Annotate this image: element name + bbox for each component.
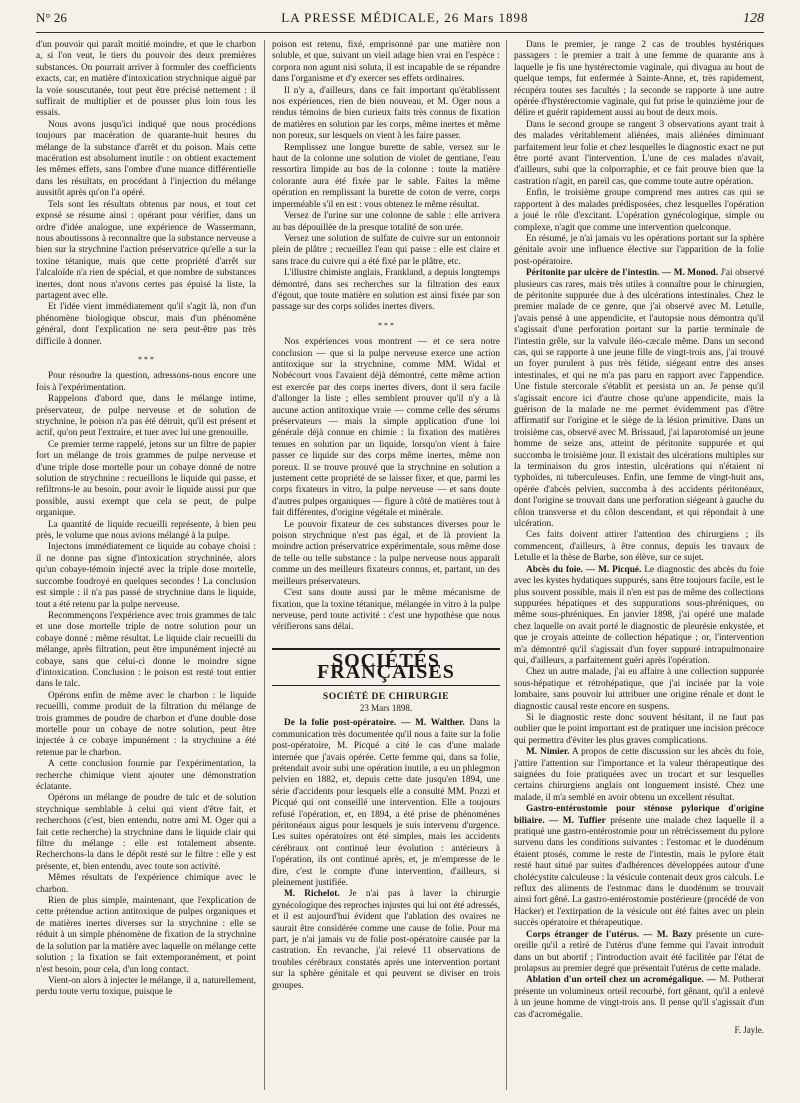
paragraph: Versez une solution de sulfate de cuivre sur un entonnoir plein de plâtre ; recueillez l'eau qui passe : elle est claire et sans trace du cuivre qui a été fixé par le plâtre, etc. xyxy=(272,233,500,267)
column-3 xyxy=(514,40,764,1098)
paragraph: Rien de plus simple, maintenant, que l'explication de cette prétendue action antitoxique de pulpes organiques et de matières inertes diverses sur la strychnine : elle se réduit à un simple phénomène de fixation de la strychnine de la solution par la matière avec laquelle on mélange cette solution ; la fixation se fait extemporanément, et point n'est besoin, pour cela, d'un long contact. xyxy=(36,896,256,975)
section-separator: * * * xyxy=(378,320,394,330)
paragraph: A propos de cette discussion sur les abcès du foie, j'attire l'attention sur l'importance et la valeur thérapeutique des saignées du foie pratiquées avec un trocart et sur lesquelles certains chirurgiens anglais ont longuement insisté. Chez une malade, il m'a semblé en avoir obtenu un excellent résultat. xyxy=(514,747,764,803)
article-heading: Gastro-entérostomie pour sténose pylorique d'origine biliaire. — M. Tuffier xyxy=(514,804,764,826)
paragraph: Opérons un mélange de poudre de talc et de solution strychnique semblable à celui qui vient d'être fait, et recherchons (c'est, bien entendu, notre ami M. Oger qui a fait cette recherche) la strychnine dans le liquide clair qui filtre du mélange : elle est totalement absente. Recherchons-la dans le dépôt resté sur le filtre : elle y est présente, et, bien entendu, avec toute son activité. xyxy=(36,793,256,872)
paragraph: La quantité de liquide recueilli représente, à bien peu près, le volume que nous avions mélangé à la pulpe. xyxy=(36,519,256,542)
paragraph: Ce premier terme rappelé, jetons sur un filtre de papier fort un mélange de trois grammes de pulpe nerveuse et d'une triple dose mortelle pour un cobaye donné de notre solution de strychnine : recueillons le liquide qui passe, et refiltrons-le au besoin, pour avoir le liquide aussi pur que possible, aussi exempt que cela se peut, de pulpe organique. xyxy=(36,439,256,519)
paragraph: poison est retenu, fixé, emprisonné par une matière non soluble, et que, suivant un vieil adage bien vrai en l'espèce : corpora non agunt nisi soluta, il est incapable de se répandre dans l'organisme et d'y exercer ses effets ordinaires. xyxy=(272,40,500,85)
section-separator: * * * xyxy=(138,354,154,364)
issue-number: N° 26 xyxy=(36,10,67,25)
column-1 xyxy=(36,40,256,1098)
paragraph: présente un cure-oreille qu'il a retiré de l'utérus d'une femme qui l'avait introduit dans un but abortif ; l'introduction avait été facilitée par l'état de prolapsus au premier degré que présentait l'utérus de cette malade. xyxy=(514,929,764,974)
paragraph: Chez un autre malade, j'ai eu affaire à une collection suppurée sous-hépatique et rétrohépatique, que j'ai incisée par la voie lombaire, sans pouvoir lui attribuer une origine rénale et dont le diagnostic causal reste encore en suspens. xyxy=(514,667,764,712)
paragraph: Versez de l'urine sur une colonne de sable : elle arrivera au bas dépouillée de la presque totalité de son urée. xyxy=(272,211,500,233)
paragraph: Recommençons l'expérience avec trois grammes de talc et une dose mortelle triple de notre solution pour un cobaye donné : même résultat. Le liquide clair recueilli du mélange, après filtration, peut être impunément injecté au cobaye, sans que celui-ci donne le moindre signe d'intoxication. Conclusion : le poison est resté tout entier dans le talc. xyxy=(36,610,256,690)
session-date: 23 Mars 1898. xyxy=(359,702,413,713)
paragraph: C'est sans doute aussi par le même mécanisme de fixation, que la toxine tétanique, mélangée in vitro à la pulpe nerveuse, perd toute activité : c'est une hypothèse que nous vérifierons sans délai. xyxy=(272,588,500,633)
paragraph: Nous avons jusqu'ici indiqué que nous procédions toujours par macération de quarante-huit heures du mélange de la substance d'arrêt et du poison. Mais cette macération est absolument inutile : on obtient exactement les mêmes effets, sans l'ombre d'une nuance différentielle dans les résultats, en procédant à l'injection du mélange aussitôt après qu'on l'a opéré. xyxy=(36,119,256,199)
paragraph: J'ai observé plusieurs cas rares, mais très utiles à connaître pour le chirurgien, de péritonite suppurée due à des ulcérations intestinales. Chez le premier malade de ce genre, que j'ai observé avec M. Letulle, j'avais pensé à une appendicite, et l'autopsie nous démontra qu'il s'agissait d'une perforation portant sur la partie terminale de l'intestin grêle, sur la valvule iléo-cæcale même. Dans un second cas, qui se rapporte à une jeune fille de vingt-trois ans, j'ai trouvé un foyer purulent à pus très fétide, siégeant entre des anses intestinales, et qui ne m'a pas paru en rapport avec l'appendice. Une fistule stercorale s'établit et persista un an. Je pense qu'il s'agissait encore ici d'autre chose qu'une appendicite, mais la guérison de la malade ne me permet évidemment pas d'être affirmatif sur l'origine et le siège de la lésion primitive. Dans un troisième cas, observé avec M. Brissaud, j'ai laparotomisé un jeune homme de seize ans, atteint de péritonite suppurée et qui succomba le troisième jour. Il existait des ulcérations multiples sur la terminaison du gros intestin, ulcérations qui n'étaient ni typhoïdes, ni tuberculeuses. Enfin, une femme de vingt-huit ans, opérée d'abcès pelvien, succomba à des accidents péritonéaux, dont l'origine se trouvait dans une perforation siégeant à gauche du côlon transverse et du côlon descendant, et qui répondait à une ulcération. xyxy=(514,268,764,530)
article-heading: De la folie post-opératoire. — M. Walther. xyxy=(284,718,465,729)
paragraph: Le diagnostic des abcès du foie avec les kystes hydatiques suppurés, sans être toujours facile, est le plus souvent possible, mais il n'en est pas de même des collections suppurées hépatiques et des suppurations sous-phréniques, ou même sous-phréniques. En janvier 1898, j'ai opéré une malade chez laquelle on avait porté le diagnostic de pleurésie enkystée, et que je croyais atteinte de collection hépatique ; or, l'intervention m'a démontré qu'il s'agissait d'un foyer suppuré intrapulmonaire qui, d'ailleurs, a parfaitement guéri après l'opération. xyxy=(514,564,764,666)
paragraph: Rappelons d'abord que, dans le mélange intime, préservateur, de pulpe nerveuse et de solution de strychnine, le poison n'a pas été détruit, qu'il est présent et actif, qu'on peut l'extraire, et tuer avec lui une grenouille. xyxy=(36,394,256,439)
paragraph: Si le diagnostic reste donc souvent hésitant, il ne faut pas oublier que le point important est de pratiquer une incision précoce qui permettra d'éviter les plus graves complications. xyxy=(514,712,764,746)
article-heading: Péritonite par ulcère de l'intestin. — M. Monod. xyxy=(526,268,719,279)
page-number: 128 xyxy=(742,11,764,26)
paragraph: En résumé, je n'ai jamais vu les opérations portant sur la sphère génitale avoir une influence élective sur l'apparition de la folie post-opératoire. xyxy=(514,233,764,267)
speaker-name: M. Richelot. xyxy=(284,889,340,900)
paragraph: d'un pouvoir qui paraît moitié moindre, et que le charbon a, si l'on veut, le tiers du pouvoir des deux premières substances. On pourrait arriver à formuler des coefficients exacts, car, en matière d'intoxication strychnique aiguë par la voie souscutanée, tout peut être précisé nettement : il suffirait de multiplier et de pousser plus loin tous les essais. xyxy=(36,40,256,119)
paragraph: Opérons enfin de même avec le charbon : le liquide recueilli, comme produit de la filtration du mélange de trois grammes de poudre de charbon et d'une double dose mortelle pour un cobaye de notre solution, peut être injectée à ce cobaye impunément : la strychnine a été retenue par le charbon. xyxy=(36,690,256,758)
paragraph: Il n'y a, d'ailleurs, dans ce fait important qu'établissent nos expériences, rien de bien nouveau, et M. Oger nous a rendus témoins de bien curieux faits très connus de fixation de matières en solution par les corps, même inertes et même non poreux, sur lesquels on vient à les faire passer. xyxy=(272,85,500,142)
paragraph: Ces faits doivent attirer l'attention des chirurgiens ; ils commencent, d'ailleurs, à être connus, depuis les travaux de Letulle et la thèse de Barbe, son élève, sur ce sujet. xyxy=(514,530,764,564)
paragraph: Dans le second groupe se rangent 3 observations ayant trait à des malades véritablement aliénées, mais aliénées diminuant parfaitement leur folie et chez lesquelles le diagnostic exact ne put être porté avant l'intervention. L'une de ces malades n'avait, d'ailleurs, subi que la colporraphie, et ce fait prouve bien que la castration n'agit, en pareil cas, que comme toute autre opération. xyxy=(514,119,764,187)
paragraph: Et l'idée vient immédiatement qu'il s'agit là, non d'un phénomène biologique obscur, mais d'un phénomène général, dont l'explication ne sera peut-être pas très difficile à donner. xyxy=(36,302,256,347)
section-heading: SOCIÉTÉS FRANÇAISES xyxy=(272,648,500,686)
paragraph: Injectons immédiatement ce liquide au cobaye choisi : il ne donne pas signe d'intoxication strychninée, alors qu'un cobaye-témoin injecté avec la triple dose mortelle, succombe foudroyé en quelques secondes ! La conclusion est simple : il n'a pas passé de strychnine dans le liquide, tout a été retenu par la pulpe nerveuse. xyxy=(36,542,256,610)
column-2 xyxy=(272,40,500,1098)
paragraph: Vient-on alors à injecter le mélange, il a, naturellement, perdu toute vertu toxique, puisque le xyxy=(36,975,256,998)
paragraph: A cette conclusion fournie par l'expérimentation, la recherche chimique vient ajouter une démonstration éclatante. xyxy=(36,759,256,792)
page-header xyxy=(36,10,764,33)
paragraph: Dans la communication très documentée qu'il nous a faite sur la folie post-opératoire, M. Picqué a cité le cas d'une malade internée que j'avais opérée. Cette femme qui, dans sa folie, prétendait avoir subi une opération inutile, a eu un phlegmon pelvien en 1882, et, depuis cette date jusqu'en 1894, une série d'accidents pour lesquels elle a consulté MM. Pozzi et Picqué qui ont conseillé une intervention. Elle a toujours refusé l'opération, et, en 1894, a été prise de phénomènes péritonéaux aigus pour lesquels je suis intervenu d'urgence. Les suites opératoires ont été simples, mais les accidents cérébraux ont continué leur évolution : antérieurs à l'opération, ils ont continué après, et, je m'empresse de le dire, c'est le compte d'une intervention, d'ailleurs, si pleinement justifiée. xyxy=(272,718,500,889)
paragraph: Dans le premier, je range 2 cas de troubles hystériques passagers : le premier a trait à une femme de quarante ans à laquelle je fis une hystérectomie vaginale, qui divagua au bout de quelque temps, fut enfermée à Sainte-Anne, et, très rapidement, récupéra toutes ses facultés ; la seconde se rapporte à une autre opérée d'hystérectomie vaginale, qui fut prise le quinzième jour de délire et guérit rapidement aussi au bout de deux mois. xyxy=(514,40,764,119)
paragraph: Nos expériences vous montrent — et ce sera notre conclusion — que si la pulpe nerveuse exerce une action antitoxique sur la strychnine, comme MM. Widal et Nobécourt vous l'avaient déjà démontré, cette même action est exercée par des corps inertes divers, dont il sera facile d'allonger la liste ; elles semblent prouver qu'il n'y a là aucune action antitoxique vraie — comme celle des sérums préservateurs — mais la simple application d'une loi générale déjà connue en chimie : la fixation des matières tenues en solution par un liquide, lorsqu'on vient à faire passer ce liquide sur des corps même inertes, même non poreux. Il se trouve prouvé que la strychnine en solution a justement cette propriété de se laisser fixer, et que, parmi les corps fixateurs in vitro, la pulpe nerveuse — et sans doute d'autres pulpes organiques — figure à côté de matières tout à fait différentes, d'origine végétale et minérale. xyxy=(272,337,500,519)
journal-title: LA PRESSE MÉDICALE, 26 Mars 1898 xyxy=(281,10,529,25)
column-divider xyxy=(264,40,265,1090)
paragraph: Le pouvoir fixateur de ces substances diverses pour le poison strychnique n'est pas égal, et de là provient la moindre action préservatrice expérimentale, sous même dose de telle ou telle substance : la pulpe nerveuse nous apparaît comme un des meilleurs fixateurs connus, et, partant, un des meilleurs préservateurs. xyxy=(272,519,500,587)
paragraph: Je n'ai pas à laver la chirurgie gynécologique des reproches injustes qui lui ont été adressés, et il est aujourd'hui évident que l'ablation des ovaires ne saurait être considérée comme une cause de folie. Pour ma part, je n'ai jamais vu de folie post-opératoire causée par la castration. En revanche, j'ai relevé 11 observations de troubles cérébraux constatés après une intervention portant sur la sphère génitale et qui peuvent se diviser en trois groupes. xyxy=(272,889,500,991)
paragraph: L'illustre chimiste anglais, Frankland, a depuis longtemps démontré, dans ses recherches sur la filtration des eaux d'égout, que toute matière en solution est ainsi fixée par son passage sur des corps solides inertes divers. xyxy=(272,268,500,313)
paragraph: M. Potherat présente un volumineux orteil recourbé, fort gênant, qu'il a enlevé à un jeune homme de vingt-trois ans. Il pense qu'il s'agissait d'un cas d'acromégalie. xyxy=(514,975,764,1020)
article-heading: Corps étranger de l'utérus. — M. Bazy xyxy=(526,929,692,940)
paragraph: présente une malade chez laquelle il a pratiqué une gastro-entérostomie pour un rétrécissement du pylore survenu dans les conditions suivantes : l'estomac et le duodénum étaient ptosés, comme le reste de l'intestin, mais le pylore était resté haut situé par suites d'adhérences développées autour d'une cholécystite calculeuse : la vésicule contenait deux gros calculs. Le reflux des aliments de l'estomac dans le duodénum se trouvait ainsi fort gêné. La gastro-entérostomie postérieure (procédé de von Hacker) et l'extirpation de la vésicule ont été faites avec un plein succès opératoire et thérapeutique. xyxy=(514,815,764,929)
article-heading: Ablation d'un orteil chez un acromégalique. — xyxy=(526,975,717,986)
paragraph: Pour résoudre la question, adressons-nous encore une fois à l'expérimentation. xyxy=(36,371,256,393)
author-signature: F. Jayle. xyxy=(734,1024,764,1035)
society-heading: SOCIÉTÉ DE CHIRURGIE xyxy=(322,691,450,702)
paragraph: Tels sont les résultats obtenus par nous, et tout cet exposé se résume ainsi : opérant pour vérifier, dans un ordre d'idée analogue, une expérience de Wassermann, nous aboutissons à reconnaître que la substance nerveuse a bien sur la strychnine l'action préservatrice qu'elle a sur la toxine tétanique, mais que cette propriété d'arrêt sur l'alcaloïde n'a rien de spécial, et que nombre de substances inertes, dont nous n'avons certes pas épuisé la liste, la partagent avec elle. xyxy=(36,199,256,301)
speaker-name: M. Nimier. xyxy=(526,747,570,758)
paragraph: Remplissez une longue burette de sable, versez sur le haut de la colonne une solution de violet de gentiane, l'eau ressortira limpide au bas de la colonne : toute la matière colorante aura été fixée par le sable. Faites la même opération en remplissant la burette de coton de verre, corps imperméable s'il en est : vous obtenez le même résultat. xyxy=(272,142,500,210)
article-heading: Abcès du foie. — M. Picqué. xyxy=(526,564,642,575)
paragraph: Mêmes résultats de l'expérience chimique avec le charbon. xyxy=(36,873,256,895)
paragraph: Enfin, le troisième groupe comprend mes autres cas qui se rapportent à des malades prédisposées, chez lesquelles l'opération a joué le rôle d'excitant. L'opération gynécologique, simple ou complexe, n'agit que comme une intervention quelconque. xyxy=(514,188,764,233)
column-divider xyxy=(506,40,507,1090)
